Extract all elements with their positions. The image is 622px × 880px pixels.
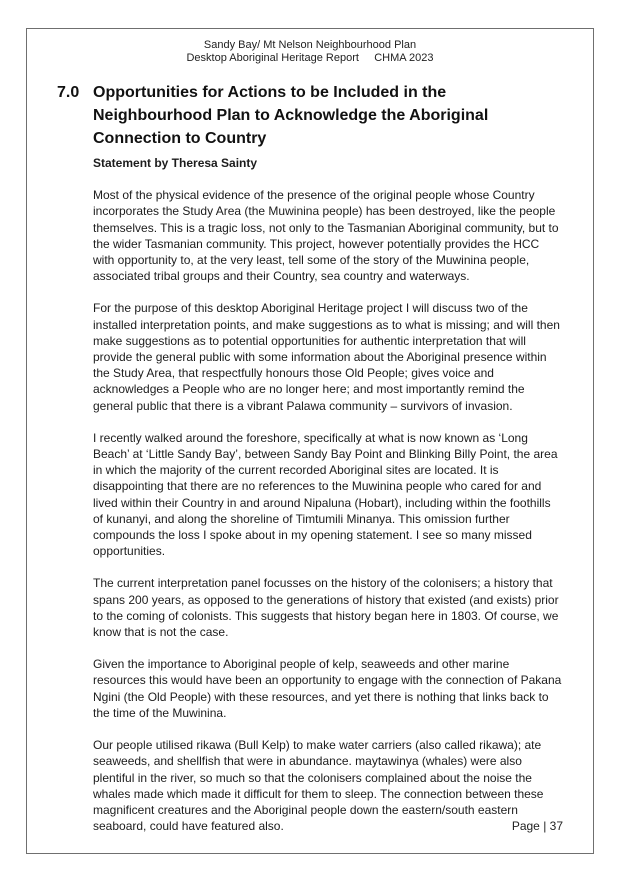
header-report-title: Desktop Aboriginal Heritage Report CHMA 2023 xyxy=(186,52,434,64)
paragraph: Our people utilised rikawa (Bull Kelp) to make water carriers (also called rikawa); ate seaweeds, and shellfish that were in abundance. maytawinya (whales) were also plentiful in the river, so much so that the colonisers complained about the noise the whales made which made it difficult for them to sleep. The connection between these magnificent creatures and the Aboriginal people down the eastern/south eastern seaboard, could have featured also. xyxy=(93,738,544,834)
paragraph: Given the importance to Aboriginal people of kelp, seaweeds and other marine resources this would have been an opportunity to engage with the connection of Pakana Ngini (the Old People) with these resources, and yet there is nothing that links back to the time of the Muwinina. xyxy=(93,657,562,720)
paragraph: For the purpose of this desktop Aboriginal Heritage project I will discuss two of the installed interpretation points, and make suggestions as to what is missing; and will then make suggestions as to potential opportunities for authentic interpretation that will provide the general public with some information about the Aboriginal presence within the Study Area, that respectfully honours those Old People; gives voice and acknowledges a People who are no longer here; and most importantly remind the general public that there is a vibrant Palawa community – survivors of invasion. xyxy=(93,301,560,413)
document-page xyxy=(26,28,594,854)
running-header xyxy=(27,39,593,65)
section-number: 7.0 xyxy=(57,84,80,101)
page-number: Page | 37 xyxy=(511,819,563,833)
paragraph: Most of the physical evidence of the presence of the original people whose Country incorporates the Study Area (the Muwinina people) has been destroyed, like the people themselves. This is a tragic loss, not only to the Tasmanian Aboriginal community, but to the wider Tasmanian community. This project, however potentially provides the HCC with opportunity to, at the very least, tell some of the story of the Muwinina people, associated tribal groups and their Country, sea country and waterways. xyxy=(93,188,559,284)
header-plan-title: Sandy Bay/ Mt Nelson Neighbourhood Plan xyxy=(203,39,417,51)
paragraph: The current interpretation panel focusses on the history of the colonisers; a history that spans 200 years, as opposed to the generations of history that existed (and exists) prior to the coming of colonists. This suggests that history began here in 1803. Of course, we know that is not the case. xyxy=(93,576,559,640)
section-heading xyxy=(57,81,563,150)
section-title: Opportunities for Actions to be Included in the Neighbourhood Plan to Acknowledge the Aboriginal Connection to Country xyxy=(93,84,489,147)
body-content xyxy=(93,155,563,850)
statement-heading: Statement by Theresa Sainty xyxy=(93,156,258,170)
paragraph: I recently walked around the foreshore, specifically at what is now known as ‘Long Beach’ at ‘Little Sandy Bay’, between Sandy Bay Point and Blinking Billy Point, the area in which the majority of the current recorded Aboriginal sites are located. It is disappointing that there are no references to the Muwinina people who cared for and lived within their Country in and around Nipaluna (Hobart), including within the foothills of kunanyi, and along the shoreline of Timtumili Minanya. This omission further compounds the loss I spoke about in my opening statement. I see so many missed opportunities. xyxy=(93,430,558,559)
